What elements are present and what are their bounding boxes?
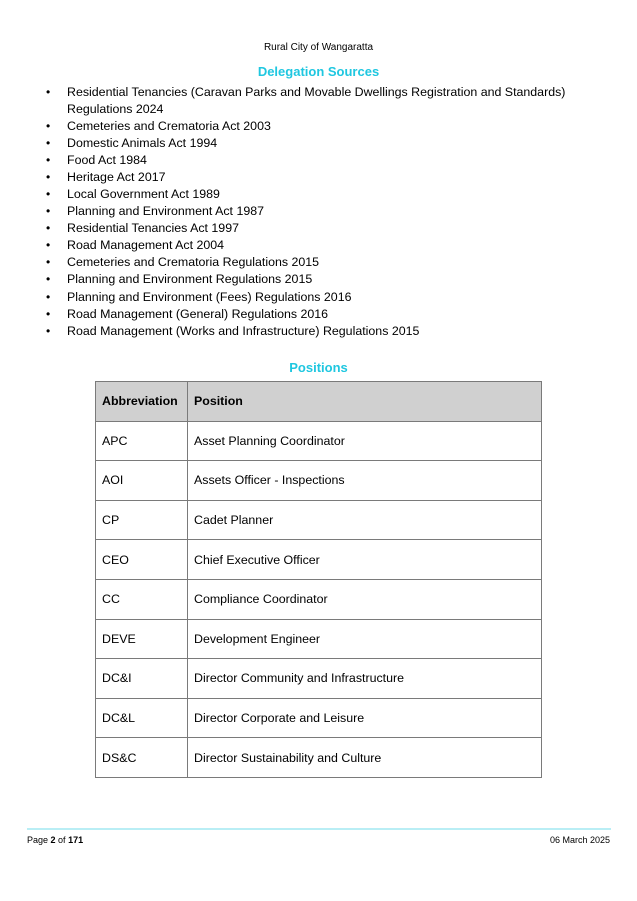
table-row (96, 659, 542, 699)
delegation-sources-list (0, 84, 637, 340)
positions-heading: Positions (289, 360, 348, 375)
abbreviation-cell: CC (96, 579, 188, 619)
position-cell: Compliance Coordinator (188, 579, 542, 619)
table-header-row (96, 382, 542, 422)
abbreviation-cell: DEVE (96, 619, 188, 659)
position-cell: Asset Planning Coordinator (188, 421, 542, 461)
table-row (96, 500, 542, 540)
list-item: • Road Management (General) Regulations 2016 (0, 306, 637, 323)
footer-page-number (27, 835, 83, 845)
abbreviation-cell: DC&L (96, 698, 188, 738)
list-item: • Local Government Act 1989 (0, 186, 637, 203)
list-item: • Residential Tenancies (Caravan Parks and Movable Dwellings Registration and Standards) Regulations 2024 (0, 84, 637, 117)
footer-date: 06 March 2025 (549, 835, 610, 845)
header-org-name: Rural City of Wangaratta (263, 42, 374, 53)
list-item: • Planning and Environment (Fees) Regulations 2016 (0, 289, 637, 306)
position-cell: Chief Executive Officer (188, 540, 542, 580)
page-total: 171 (68, 835, 84, 845)
list-item: • Food Act 1984 (0, 152, 637, 169)
table-row (96, 579, 542, 619)
positions-table (95, 381, 542, 778)
table-row (96, 698, 542, 738)
list-item: • Domestic Animals Act 1994 (0, 135, 637, 152)
position-cell: Assets Officer - Inspections (188, 461, 542, 501)
abbreviation-cell: CEO (96, 540, 188, 580)
position-cell: Director Corporate and Leisure (188, 698, 542, 738)
position-cell: Director Community and Infrastructure (188, 659, 542, 699)
abbreviation-cell: AOI (96, 461, 188, 501)
position-cell: Director Sustainability and Culture (188, 738, 542, 778)
column-header-abbreviation: Abbreviation (96, 382, 188, 422)
position-cell: Development Engineer (188, 619, 542, 659)
list-item: • Heritage Act 2017 (0, 169, 637, 186)
table-row (96, 619, 542, 659)
list-item: • Road Management Act 2004 (0, 237, 637, 254)
abbreviation-cell: DC&I (96, 659, 188, 699)
abbreviation-cell: CP (96, 500, 188, 540)
table-row (96, 540, 542, 580)
position-cell: Cadet Planner (188, 500, 542, 540)
table-row (96, 461, 542, 501)
delegation-sources-heading: Delegation Sources (257, 64, 380, 79)
footer-divider (27, 828, 611, 830)
abbreviation-cell: APC (96, 421, 188, 461)
table-row (96, 738, 542, 778)
list-item: • Cemeteries and Crematoria Act 2003 (0, 118, 637, 135)
list-item: • Cemeteries and Crematoria Regulations 2015 (0, 254, 637, 271)
list-item: • Planning and Environment Act 1987 (0, 203, 637, 220)
page-of: of (55, 835, 69, 845)
page-current: 2 (50, 835, 56, 845)
table-row (96, 421, 542, 461)
column-header-position: Position (188, 382, 542, 422)
abbreviation-cell: DS&C (96, 738, 188, 778)
list-item: • Residential Tenancies Act 1997 (0, 220, 637, 237)
list-item: • Road Management (Works and Infrastructure) Regulations 2015 (0, 323, 637, 340)
page-prefix: Page (27, 835, 51, 845)
list-item: • Planning and Environment Regulations 2015 (0, 271, 637, 288)
